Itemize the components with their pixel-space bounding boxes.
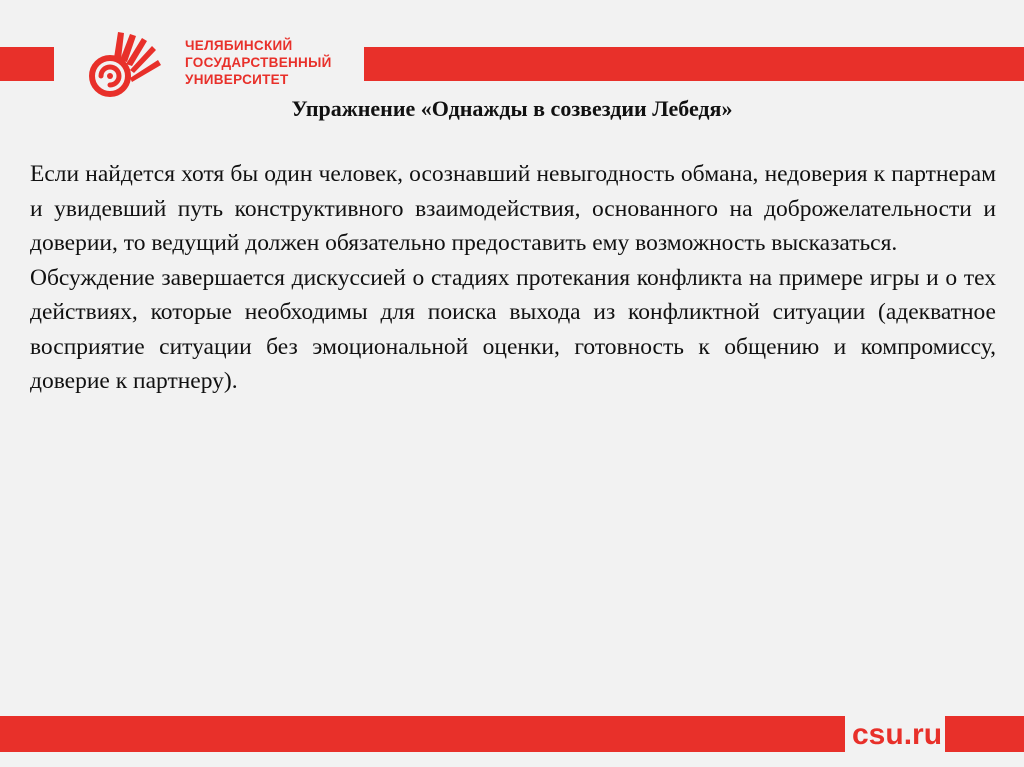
header-bar-left [0, 47, 54, 81]
slide-title: Упражнение «Однажды в созвездии Лебедя» [291, 96, 733, 121]
footer-bar-left [0, 716, 845, 752]
university-name [185, 37, 332, 88]
university-logo-icon [72, 30, 172, 98]
body-paragraph: Если найдется хотя бы один человек, осознавший невыгодность обмана, недоверия к партнерам и увидевший путь конструктивного взаимодействия, основанного на доброжелательности и доверии, то ведущий должен обязательно предоставить ему возможность высказаться. [30, 161, 996, 256]
site-link[interactable]: csu.ru [852, 718, 943, 751]
university-name-line: УНИВЕРСИТЕТ [185, 72, 289, 87]
body-paragraph: Обсуждение завершается дискуссией о стадиях протекания конфликта на примере игры и о тех действиях, которые необходимы для поиска выхода из конфликтной ситуации (адекватное восприятие ситуации без эмоциональной оценки, готовность к общению и компромиссу, доверие к партнеру). [30, 264, 996, 394]
university-name-line: ГОСУДАРСТВЕННЫЙ [185, 55, 332, 70]
footer-bar-right [945, 716, 1024, 752]
slide-body [30, 157, 996, 399]
header-bar-right [364, 47, 1024, 81]
university-name-line: ЧЕЛЯБИНСКИЙ [185, 38, 293, 53]
